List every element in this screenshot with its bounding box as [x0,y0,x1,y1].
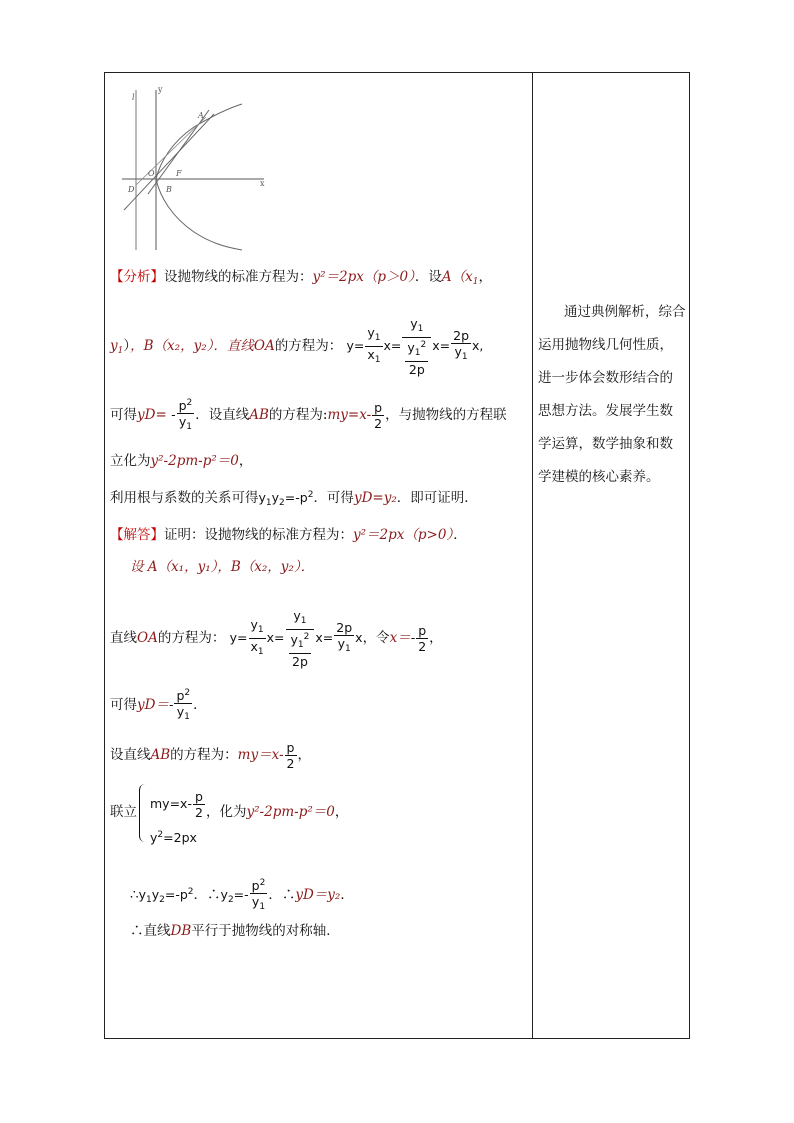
text: ∴直线 [130,923,171,939]
text: 进一步体会数形结合的 [538,370,673,386]
text: 的方程为： [274,338,343,354]
text: AB [150,747,171,763]
y-axis-label: y [158,85,163,94]
text: my=x- [327,407,372,423]
text: ．∴ [193,887,221,903]
text: ，B（x₂，y₂）．直线 [130,338,254,354]
text: y²-2pm-p²＝0 [246,804,335,820]
text: ．可得 [313,490,354,506]
point-d-label: D [128,185,135,194]
text: 的方程为: [268,407,328,423]
equation: y²＝2px（p＞0） [312,269,415,285]
solution-line-6b [206,803,348,821]
text: ．设 [414,269,442,285]
text: ．设直线 [195,407,250,423]
analysis-line-2: $y_1$），B（x₂，y₂）．直线OA的方程为： y= $\frac{y_1}{x_1}$ x= $\frac{y_1}{\frac{y_1^2}{2p}}$ x= $\frac{2p}{y_1}$ x, [110,316,484,377]
solution-line-1 [110,526,467,544]
text: ，化为 [206,804,247,820]
text: ， [334,804,349,820]
analysis-line-5: 利用根与系数的关系可得$y_1y_2=-p^2$．可得yD=y₂．即可证明． [110,490,478,508]
solution-line-3: 直线OA的方程为： y= $\frac{y_1}{x_1}$ x= $\frac{y_1}{\frac{y_1^2}{2p}}$ x= $\frac{2p}{y_1}$ x，令x＝- $\frac{p}{2}$ ， [110,608,443,669]
text: yD=y₂ [353,490,397,506]
text: OA [137,630,158,646]
text: y²＝2px（p>0） [353,527,454,543]
text: 平行于抛物线的对称轴． [191,923,340,939]
text: 可得 [110,697,137,713]
text: 联立 [110,804,137,820]
text: y [110,338,118,354]
analysis-line-1: 【分析】设抛物线的标准方程为：y²＝2px（p＞0）．设$A(x_1$， [110,269,492,287]
focus-label: F [176,169,182,178]
solution-line-2 [130,558,314,576]
text: yD [137,697,156,713]
text: AB [249,407,269,423]
x-axis-label: x [260,179,265,188]
text: 通过典例解析，综合 [564,304,686,320]
column-divider [532,72,533,1039]
text: 设直线 [110,747,151,763]
text: 可得 [110,407,137,423]
text: 思想方法。发展学生数 [538,403,673,419]
text: 设 A（x₁，y₁），B（x₂，y₂）． [130,559,315,575]
text: 利用根与系数的关系可得 [110,490,259,506]
text: 学建模的核心素养。 [538,469,660,485]
point-a: A（x [441,269,473,285]
parabola-figure [114,82,274,252]
text: 设抛物线的标准方程为： [164,269,313,285]
oa-equation: y= $\frac{y_1}{x_1}$ x= $\frac{y_1}{\frac{y_1^2}{2p}}$ x= $\frac{2p}{y_1}$ x, [346,316,484,377]
solution-line-4: 可得yD＝- $\frac{p^2}{y_1}$ ． [110,688,207,722]
text: 运用抛物线几何性质， [538,337,673,353]
text: 的方程为： [170,747,238,763]
text: ． [453,527,467,543]
analysis-line-4 [110,452,252,470]
directrix-label: l [132,93,135,102]
analysis-tag: 【分析】 [110,269,164,285]
solution-line-7: $\therefore y_1y_2=-p^2$．$\therefore y_2=-$ $\frac{p^2}{y_1}$ ．∴yD＝y₂． [130,878,354,912]
solution-line-8 [130,922,340,940]
text: ，与抛物线的方程联 [385,407,507,423]
system-bracket [139,784,148,842]
text: ．即可证明． [396,490,478,506]
text: ． [340,887,354,903]
point-a-label: A [198,111,204,120]
text: 立化为 [110,453,151,469]
side-note [538,296,688,494]
text: x＝ [389,630,411,646]
text: 直线 [110,630,137,646]
point-b-label: B [166,185,172,194]
analysis-line-3: 可得yD= - $\frac{p^2}{y_1}$ ．设直线AB的方程为:my=x- $\frac{p}{2}$ ，与抛物线的方程联 [110,398,507,432]
text: ，令 [362,630,390,646]
solution-tag: 【解答】 [110,527,164,543]
text: OA [253,338,275,354]
text: y²-2pm-p²＝0 [150,453,239,469]
system-eq-1: my=x- $\frac{p}{2}$ [150,789,203,820]
solution-line-5: 设直线AB的方程为：my＝x- $\frac{p}{2}$ ， [110,740,311,771]
text: my＝x- [237,747,284,763]
origin-label: O [148,169,155,178]
text: ∴ [130,887,139,903]
text: yD＝y₂ [295,887,341,903]
text: ．∴ [268,887,296,903]
text: 的方程为： [157,630,226,646]
text: yD [137,407,156,423]
text: DB [170,923,192,939]
solution-line-6 [110,803,137,821]
text: ， [238,453,253,469]
system-eq-2: $y^2=2px$ [150,830,197,845]
text: 学运算，数学抽象和数 [538,436,673,452]
text: 证明：设抛物线的标准方程为： [164,527,353,543]
